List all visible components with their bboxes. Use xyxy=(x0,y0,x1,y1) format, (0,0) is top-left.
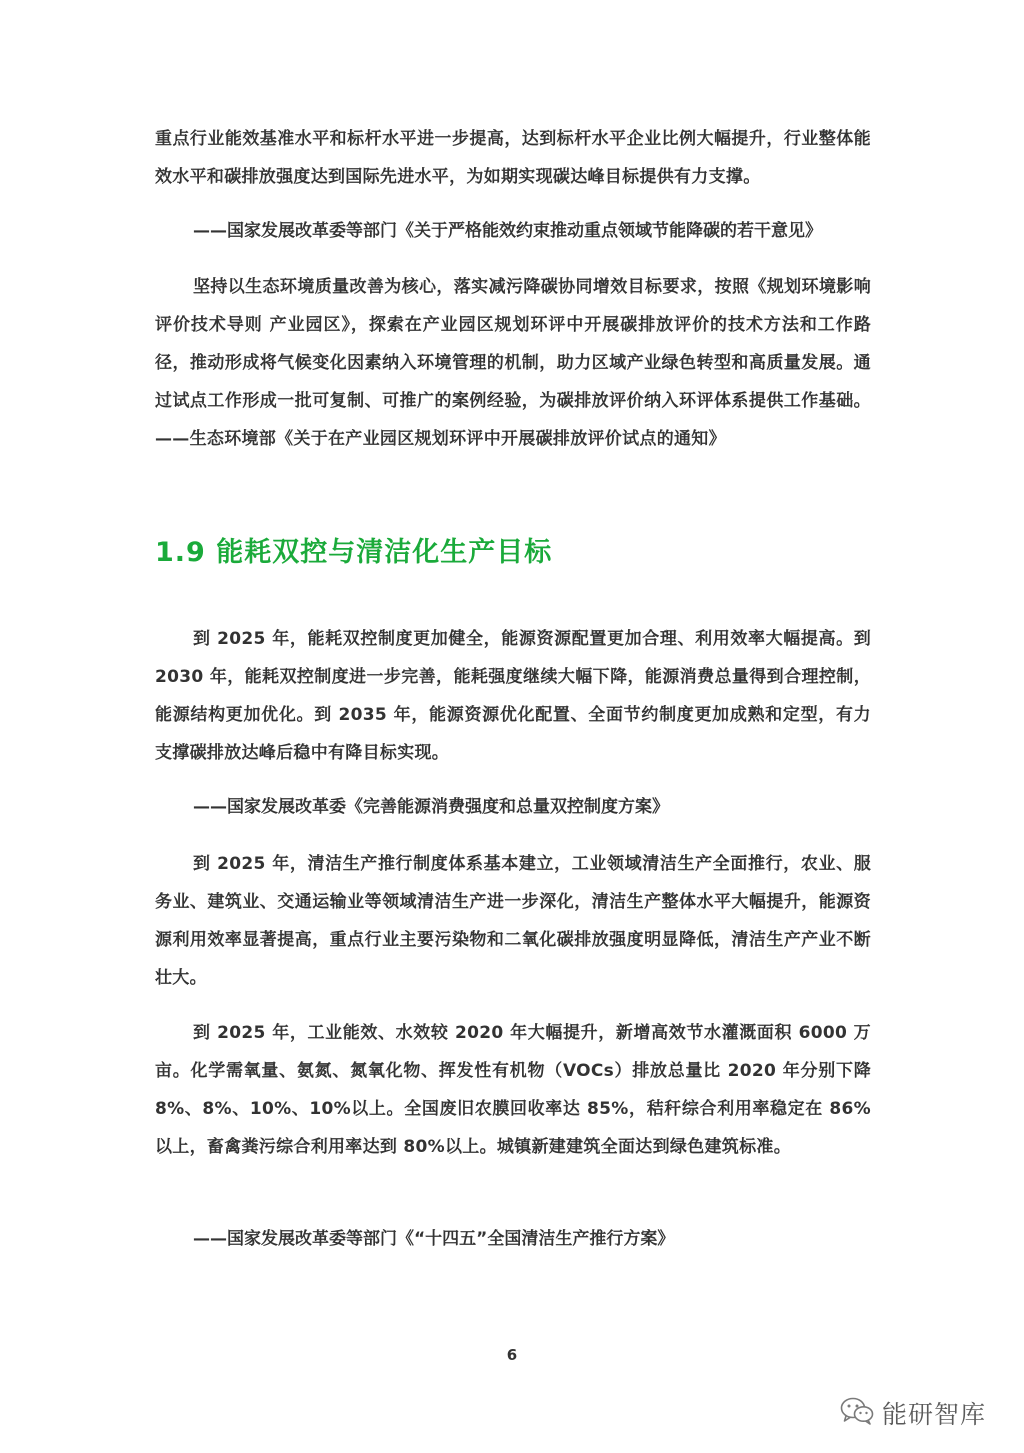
source-citation-clean-production: ——国家发展改革委等部门《“十四五”全国清洁生产推行方案》 xyxy=(193,1229,675,1249)
watermark-text: 能研智库 xyxy=(882,1400,987,1429)
source-citation-energy-efficiency: ——国家发展改革委等部门《关于严格能效约束推动重点领域节能降碳的若干意见》 xyxy=(193,221,822,241)
paragraph-carbon-emission-assessment: 坚持以生态环境质量改善为核心，落实减污降碳协同增效目标要求，按照《规划环境影响评价技术导则 产业园区》，探索在产业园区规划环评中开展碳排放评价的技术方法和工作路径，推动形成将气候变化因素纳入环境管理的机制，助力区域产业绿色转型和高质量发展。通过试点工作形成一批可复制、可推广的案例经验，为碳排放评价纳入环评体系提供工作基础。——生态环境部《关于在产业园区规划环评中开展碳排放评价试点的通知》 xyxy=(155,277,871,449)
source-citation-dual-control: ——国家发展改革委《完善能源消费强度和总量双控制度方案》 xyxy=(193,797,669,817)
paragraph-clean-production-system: 到 2025 年，清洁生产推行制度体系基本建立，工业领域清洁生产全面推行，农业、服务业、建筑业、交通运输业等领域清洁生产进一步深化，清洁生产整体水平大幅提升，能源资源利用效率显著提高，重点行业主要污染物和二氧化碳排放强度明显降低，清洁生产产业不断壮大。 xyxy=(155,854,871,988)
wechat-icon xyxy=(840,1397,874,1429)
section-heading: 1.9 能耗双控与清洁化生产目标 xyxy=(155,537,553,568)
paragraph-clean-production-targets: 到 2025 年，工业能效、水效较 2020 年大幅提升，新增高效节水灌溉面积 6000 万亩。化学需氧量、氨氮、氮氧化物、挥发性有机物（VOCs）排放总量比 2020 年分别下降 8%、8%、10%、10%以上。全国废旧农膜回收率达 85%，秸秆综合利用率稳定在 86%以上，畜禽粪污综合利用率达到 80%以上。城镇新建建筑全面达到绿色建筑标准。 xyxy=(155,1023,871,1157)
paragraph-energy-efficiency-goals: 重点行业能效基准水平和标杆水平进一步提高，达到标杆水平企业比例大幅提升，行业整体能效水平和碳排放强度达到国际先进水平，为如期实现碳达峰目标提供有力支撑。 xyxy=(155,129,871,187)
watermark xyxy=(840,1398,986,1428)
page-number: 6 xyxy=(506,1346,518,1364)
paragraph-energy-dual-control: 到 2025 年，能耗双控制度更加健全，能源资源配置更加合理、利用效率大幅提高。到 2030 年，能耗双控制度进一步完善，能耗强度继续大幅下降，能源消费总量得到合理控制，能源结构更加优化。到 2035 年，能源资源优化配置、全面节约制度更加成熟和定型，有力支撑碳排放达峰后稳中有降目标实现。 xyxy=(155,629,871,763)
